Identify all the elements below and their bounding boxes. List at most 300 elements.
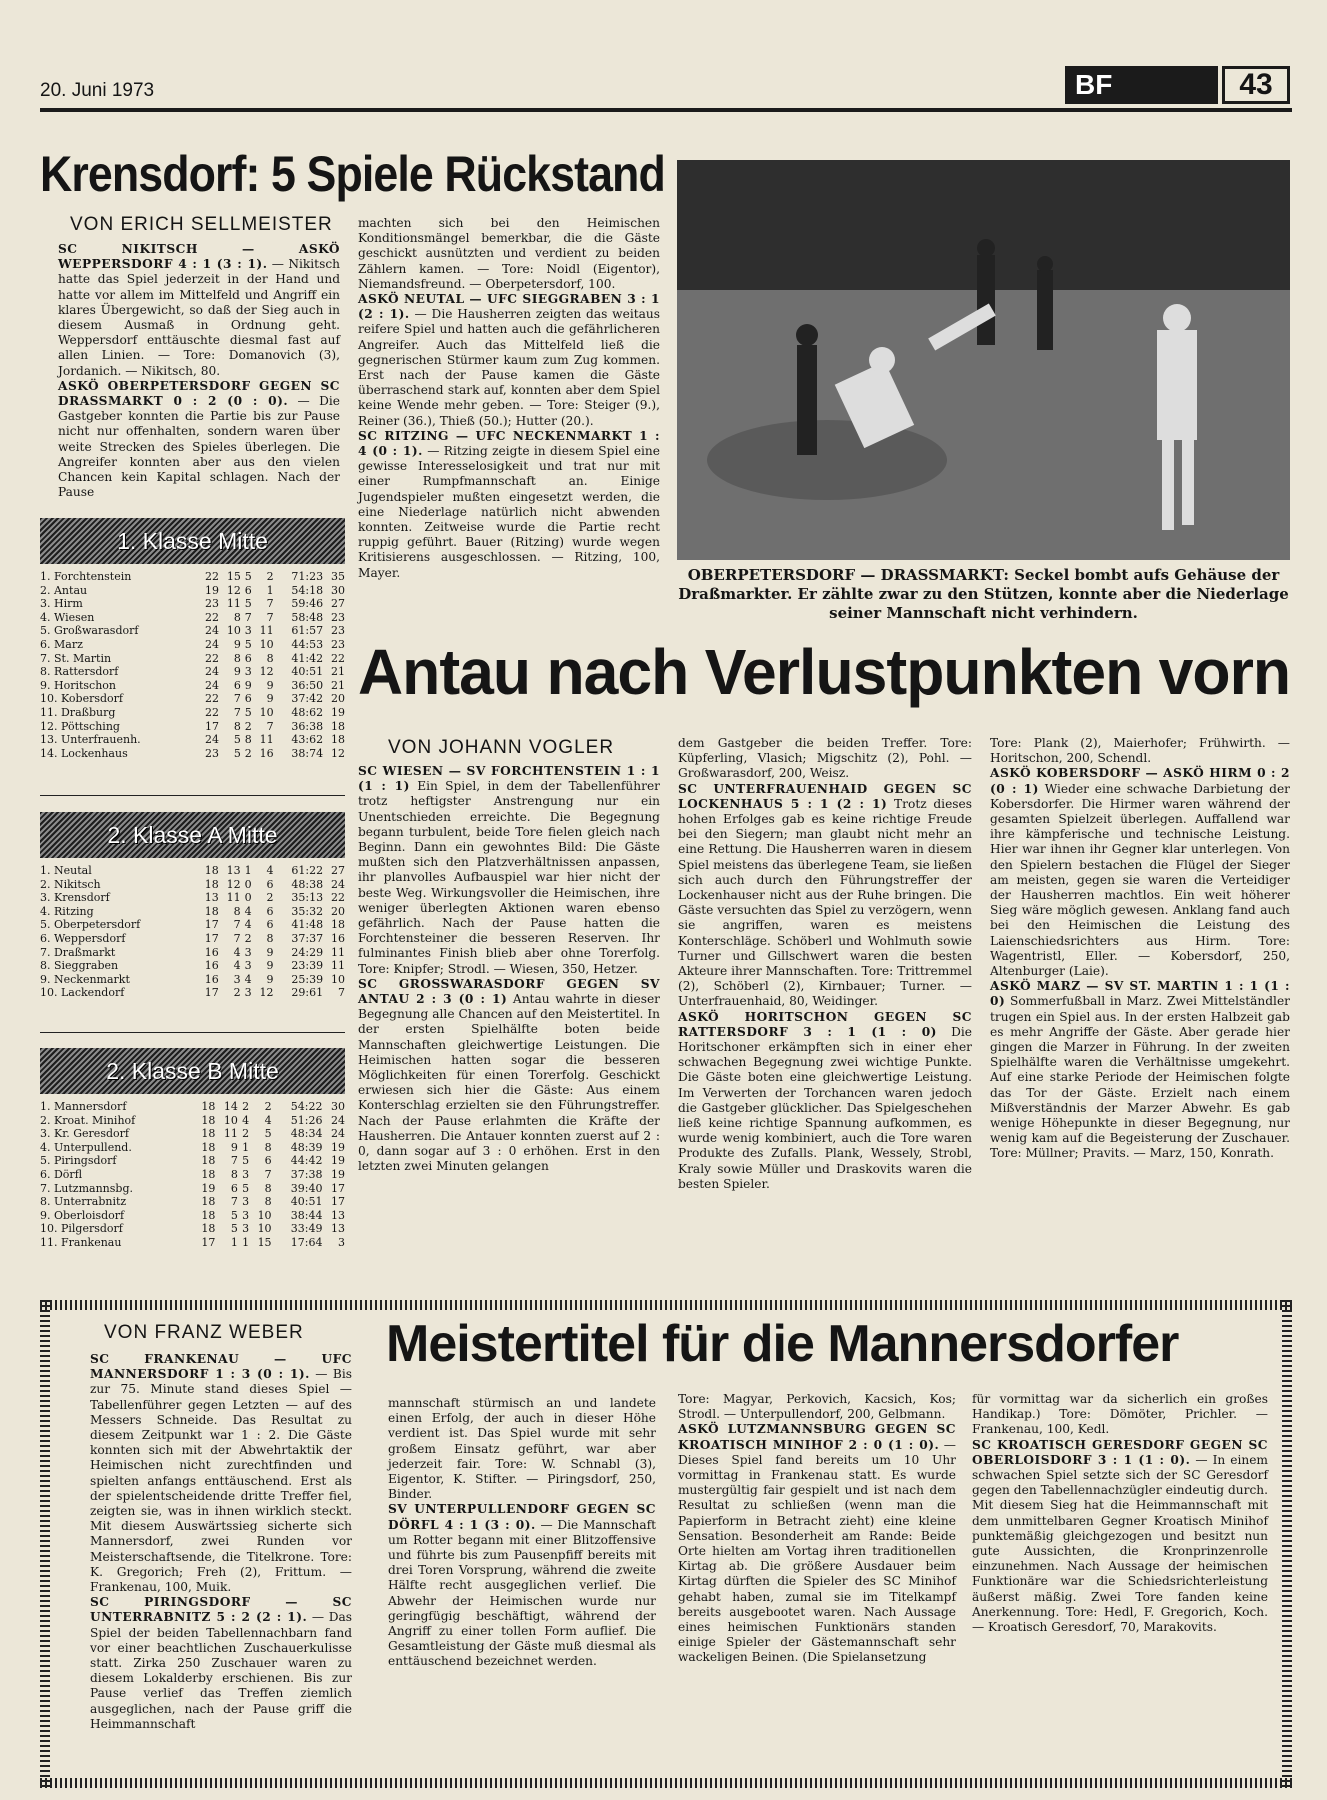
stat-cell: 9 bbox=[266, 972, 274, 986]
stat-cell: 3 bbox=[244, 959, 252, 973]
stat-cell: 3 bbox=[338, 1235, 345, 1249]
stat-cell: 7 bbox=[233, 918, 241, 932]
table-row bbox=[40, 1209, 345, 1223]
report-continuation: mannschaft stürmisch an und landete einen Erfolg, der auch in dieser Höhe verdient ist. Das Spiel wurde mit sehr großem Einsatz geführt, war aber jederzeit fair. Tore: W. Schnabl (3), Eigentor, K. Stifter. — Piringsdorf, 250, Binder. bbox=[388, 1396, 656, 1502]
stat-cell: 1 bbox=[242, 1140, 250, 1154]
box-border-top bbox=[40, 1300, 1292, 1310]
stat-cell: 2 bbox=[244, 931, 252, 945]
stat-cell: 7 bbox=[233, 692, 241, 706]
stat-cell: 8 bbox=[233, 904, 241, 918]
table-row bbox=[40, 706, 345, 720]
team-name: 2. Antau bbox=[40, 583, 88, 597]
stat-cell: 38:44 bbox=[290, 1208, 323, 1222]
report-continuation: Tore: Plank (2), Maierhofer; Frühwirth. — Horitschon, 200, Schendl. bbox=[990, 736, 1290, 766]
stat-cell: 7 bbox=[230, 1154, 238, 1168]
stat-cell: 2 bbox=[266, 891, 274, 905]
team-name: 8. Unterrabnitz bbox=[40, 1195, 127, 1209]
table-row bbox=[40, 905, 345, 919]
stat-cell: 18 bbox=[201, 1195, 216, 1209]
stat-cell: 17 bbox=[331, 1195, 345, 1209]
stat-cell: 8 bbox=[266, 651, 274, 665]
stat-cell: 9 bbox=[230, 1140, 238, 1154]
team-name: 3. Hirm bbox=[40, 597, 83, 611]
stat-cell: 39:40 bbox=[290, 1181, 323, 1195]
stat-cell: 2 bbox=[244, 746, 252, 760]
stat-cell: 7 bbox=[233, 705, 241, 719]
stat-cell: 6 bbox=[244, 583, 252, 597]
table-row bbox=[40, 973, 345, 987]
stat-cell: 9 bbox=[266, 692, 274, 706]
stat-cell: 6 bbox=[244, 651, 252, 665]
box-border-bottom bbox=[40, 1778, 1292, 1788]
stat-cell: 5 bbox=[242, 1181, 250, 1195]
stat-cell: 18 bbox=[201, 1208, 216, 1222]
stat-cell: 1 bbox=[242, 1235, 250, 1249]
report-piringsdorf: SC PIRINGSDORF — SC UNTERRABNITZ 5 : 2 (2 : 1). — Das Spiel der beiden Tabellennachbarn fand vor einer beachtlichen Zuschauerkulisse statt. Zirka 250 Zuschauer waren zu diesem Lokalderby erschienen. Bis zur Pause verlief das Treffen ziemlich ausgeglichen, nach der Pause griff die Heimmannschaft bbox=[90, 1595, 352, 1731]
article3-col4 bbox=[972, 1392, 1268, 1635]
article1-col2 bbox=[358, 216, 660, 581]
stat-cell: 40:51 bbox=[290, 1195, 323, 1209]
team-name: 1. Mannersdorf bbox=[40, 1100, 127, 1113]
team-name: 8. Sieggraben bbox=[40, 959, 119, 973]
stat-cell: 7 bbox=[266, 610, 274, 624]
stat-cell: 17 bbox=[204, 931, 219, 945]
stat-cell: 23 bbox=[331, 637, 345, 651]
stat-cell: 0 bbox=[244, 877, 252, 891]
table-title: 1. Klasse Mitte bbox=[40, 518, 345, 564]
team-name: 14. Lockenhaus bbox=[40, 746, 128, 760]
byline-sellmeister: VON ERICH SELLMEISTER bbox=[70, 214, 333, 235]
stat-cell: 5 bbox=[233, 733, 241, 747]
stat-cell: 10 bbox=[226, 624, 241, 638]
stat-cell: 24 bbox=[331, 1127, 345, 1141]
stat-cell: 6 bbox=[266, 877, 274, 891]
stat-cell: 8 bbox=[233, 651, 241, 665]
table-row bbox=[40, 1154, 345, 1168]
team-name: 9. Horitschon bbox=[40, 678, 117, 692]
report-ritzing: SC RITZING — UFC NECKENMARKT 1 : 4 (0 : 1). — Ritzing zeigte in diesem Spiel eine gewisse Interesselosigkeit und trat nur mit einer Rumpfmannschaft an. Einige Jugendspieler mußten eingesetzt werden, die eine Niederlage natürlich nicht abwenden konnten. Zeitweise wurde die Partie recht ruppig geführt. Bauer (Ritzing) wurde wegen Kritisierens ausgeschlossen. — Ritzing, 100, Mayer. bbox=[358, 428, 660, 580]
stat-cell: 18 bbox=[201, 1127, 216, 1141]
headline-krensdorf: Krensdorf: 5 Spiele Rückstand bbox=[40, 146, 665, 202]
stat-cell: 3 bbox=[242, 1167, 250, 1181]
team-name: 5. Großwarasdorf bbox=[40, 624, 139, 638]
stat-cell: 7 bbox=[266, 719, 274, 733]
stat-cell: 23 bbox=[205, 597, 219, 611]
table-row bbox=[40, 1236, 345, 1250]
stat-cell: 4 bbox=[242, 1113, 250, 1127]
stat-cell: 35:13 bbox=[291, 891, 324, 905]
team-name: 4. Wiesen bbox=[40, 610, 95, 624]
stat-cell: 6 bbox=[230, 1181, 238, 1195]
stat-cell: 38:74 bbox=[291, 746, 324, 760]
stat-cell: 5 bbox=[242, 1154, 250, 1168]
team-name: 6. Weppersdorf bbox=[40, 931, 126, 945]
byline-weber: VON FRANZ WEBER bbox=[104, 1322, 304, 1343]
report-horitschon: ASKÖ HORITSCHON GEGEN SC RATTERSDORF 3 : 1 (1 : 0) Die Horitschoner erkämpften sich in einer eher schwachen Begegnung zwei wichtige Punkte. Die Gäste boten eine gleichwertige Leistung. Im Verwerten der Torchancen waren jedoch die Gastgeber glücklicher. Das Spielgeschehen ließ keine richtige Spannung aufkommen, es wurde wenig kombiniert, auch die Tore waren Produkte des Zufalls. Plank, Wessely, Strobl, Kraly sowie Müller und Draskovits waren die besten Spieler. bbox=[678, 1009, 972, 1191]
stat-cell: 40:51 bbox=[291, 665, 324, 679]
team-name: 11. Draßburg bbox=[40, 705, 116, 719]
stat-cell: 30 bbox=[331, 583, 345, 597]
stat-cell: 4 bbox=[244, 918, 252, 932]
stat-cell: 23 bbox=[205, 746, 219, 760]
team-name: 12. Pöttsching bbox=[40, 719, 120, 733]
stat-cell: 2 bbox=[233, 986, 241, 1000]
stat-cell: 35:32 bbox=[291, 904, 324, 918]
stat-cell: 22 bbox=[205, 570, 219, 583]
stat-cell: 8 bbox=[233, 719, 241, 733]
stat-cell: 18 bbox=[201, 1113, 216, 1127]
report-oberpetersdorf: ASKÖ OBERPETERSDORF GEGEN SC DRASSMARKT 0 : 2 (0 : 0). — Die Gastgeber konnten die Partie bis zur Pause nicht nur offenhalten, sondern waren über weite Strecken des Spieles überlegen. Die Angreifer konnten aber aus den vielen Chancen kein Kapital schlagen. Nach der Pause bbox=[58, 378, 340, 500]
stat-cell: 10 bbox=[223, 1113, 238, 1127]
stat-cell: 6 bbox=[233, 678, 241, 692]
team-name: 13. Unterfrauenh. bbox=[40, 733, 141, 747]
stat-cell: 24 bbox=[205, 624, 219, 638]
stat-cell: 11 bbox=[259, 733, 274, 747]
stat-cell: 18 bbox=[201, 1100, 216, 1113]
table-row bbox=[40, 986, 345, 1000]
stat-cell: 7 bbox=[233, 931, 241, 945]
stat-cell: 14 bbox=[223, 1100, 238, 1113]
standings-table bbox=[40, 1100, 345, 1250]
team-name: 5. Piringsdorf bbox=[40, 1154, 117, 1168]
table-row bbox=[40, 611, 345, 625]
box-border-right bbox=[1282, 1300, 1292, 1788]
stat-cell: 5 bbox=[244, 570, 252, 583]
standings-1-klasse-mitte bbox=[40, 518, 345, 760]
stat-cell: 6 bbox=[266, 904, 274, 918]
report-marz: ASKÖ MARZ — SV ST. MARTIN 1 : 1 (1 : 0) Sommerfußball in Marz. Zwei Mittelständler trugen ein Spiel aus. In der ersten Halbzeit gab es mehr Angriffe der Gäste. Aber gerade hier gingen die Marzer in Führung. In der zweiten Spielhälfte waren die Verhältnisse umgekehrt. Auf eine starke Periode der Heimischen folgte das Tor der Gäste. Erzielt nach einem Mißverständnis der Marzer Abwehr. Es gab wenige Höhepunkte in dieser Begegnung, nur wenig kam auf die Begeisterung der Zuschauer. Tore: Müllner; Pravits. — Marz, 150, Konrath. bbox=[990, 979, 1290, 1161]
stat-cell: 18 bbox=[201, 1154, 216, 1168]
table-row bbox=[40, 733, 345, 747]
stat-cell: 3 bbox=[233, 972, 241, 986]
stat-cell: 10 bbox=[257, 1208, 272, 1222]
table-row bbox=[40, 624, 345, 638]
stat-cell: 2 bbox=[242, 1100, 250, 1113]
stat-cell: 44:42 bbox=[290, 1154, 323, 1168]
stat-cell: 3 bbox=[244, 945, 252, 959]
stat-cell: 12 bbox=[259, 665, 274, 679]
article3-col3 bbox=[678, 1392, 956, 1666]
team-name: 9. Neckenmarkt bbox=[40, 972, 130, 986]
stat-cell: 24:29 bbox=[291, 945, 324, 959]
stat-cell: 16 bbox=[331, 931, 345, 945]
stat-cell: 18 bbox=[201, 1140, 216, 1154]
stat-cell: 1 bbox=[230, 1235, 238, 1249]
football-scene-image bbox=[677, 160, 1290, 560]
stat-cell: 22 bbox=[205, 705, 219, 719]
stat-cell: 2 bbox=[244, 719, 252, 733]
issue-date: 20. Juni 1973 bbox=[40, 80, 155, 101]
stat-cell: 6 bbox=[244, 692, 252, 706]
table-row bbox=[40, 1168, 345, 1182]
stat-cell: 16 bbox=[204, 959, 219, 973]
stat-cell: 54:18 bbox=[291, 583, 324, 597]
stat-cell: 15 bbox=[226, 570, 241, 583]
photo-caption: OBERPETERSDORF — DRASSMARKT: Seckel bombt aufs Gehäuse der Draßmarkter. Er zählte zwar zu den Stützen, konnte aber die Niederlage seiner Mannschaft nicht verhindern. bbox=[678, 566, 1289, 622]
stat-cell: 13 bbox=[331, 1208, 345, 1222]
stat-cell: 11 bbox=[331, 945, 345, 959]
stat-cell: 12 bbox=[331, 746, 345, 760]
team-name: 6. Marz bbox=[40, 637, 83, 651]
table-row bbox=[40, 720, 345, 734]
stat-cell: 22 bbox=[205, 651, 219, 665]
stat-cell: 19 bbox=[331, 1167, 345, 1181]
stat-cell: 17 bbox=[204, 986, 219, 1000]
stat-cell: 51:26 bbox=[290, 1113, 323, 1127]
team-name: 4. Unterpullend. bbox=[40, 1140, 132, 1154]
stat-cell: 23 bbox=[331, 624, 345, 638]
stat-cell: 22 bbox=[331, 651, 345, 665]
stat-cell: 18 bbox=[204, 864, 219, 877]
stat-cell: 0 bbox=[244, 891, 252, 905]
table-row bbox=[40, 891, 345, 905]
standings-table bbox=[40, 570, 345, 760]
stat-cell: 22 bbox=[205, 610, 219, 624]
report-continuation: Tore: Magyar, Perkovich, Kacsich, Kos; Strodl. — Unterpullendorf, 200, Gelbmann. bbox=[678, 1392, 956, 1422]
stat-cell: 48:38 bbox=[291, 877, 324, 891]
team-name: 5. Oberpetersdorf bbox=[40, 918, 141, 932]
stat-cell: 17 bbox=[204, 918, 219, 932]
stat-cell: 19 bbox=[331, 1140, 345, 1154]
headline-mannersdorf: Meistertitel für die Mannersdorfer bbox=[386, 1315, 1179, 1373]
team-name: 9. Oberloisdorf bbox=[40, 1208, 125, 1222]
team-name: 8. Rattersdorf bbox=[40, 665, 119, 679]
stat-cell: 8 bbox=[233, 610, 241, 624]
team-name: 10. Lackendorf bbox=[40, 986, 125, 1000]
byline-vogler: VON JOHANN VOGLER bbox=[388, 737, 615, 758]
stat-cell: 7 bbox=[264, 1167, 272, 1181]
report-continuation: dem Gastgeber die beiden Treffer. Tore: Küpferling, Vlasich; Migschitz (2), Pohl. — Großwarasdorf, 200, Weisz. bbox=[678, 736, 972, 781]
article3-col1 bbox=[90, 1352, 352, 1732]
table-row bbox=[40, 679, 345, 693]
stat-cell: 58:48 bbox=[291, 610, 324, 624]
stat-cell: 8 bbox=[264, 1195, 272, 1209]
stat-cell: 5 bbox=[264, 1127, 272, 1141]
stat-cell: 54:22 bbox=[290, 1100, 323, 1113]
stat-cell: 4 bbox=[266, 864, 274, 877]
stat-cell: 71:23 bbox=[291, 570, 324, 583]
stat-cell: 9 bbox=[266, 959, 274, 973]
report-lutzmannsburg: ASKÖ LUTZMANNSBURG GEGEN SC KROATISCH MINIHOF 2 : 0 (1 : 0). — Dieses Spiel fand bereits um 10 Uhr vormittag in Frankenau statt. Es wurde mustergültig fair gespielt und ist nach dem Resultat zu schließen (wenn man die Papierform in Betracht zieht) eine kleine Sensation. Besonderheit am Rande: Beide Orte hielten am Vortag ihren traditionellen Kirtag ab. Die größere Ausdauer beim Kirtag dürften die Spieler des SC Minihof gehabt haben, zumal sie im Titelkampf bereits ausgebootet waren. Nach Aussage eines heimischen Funktionärs standen einige Spieler der Gästemannschaft sehr wackeligen Beinen. (Die Spielansetzung bbox=[678, 1422, 956, 1665]
stat-cell: 7 bbox=[244, 610, 252, 624]
stat-cell: 5 bbox=[244, 597, 252, 611]
stat-cell: 23 bbox=[331, 610, 345, 624]
stat-cell: 4 bbox=[233, 945, 241, 959]
header-rule bbox=[40, 108, 1292, 112]
stat-cell: 11 bbox=[259, 624, 274, 638]
stat-cell: 5 bbox=[244, 637, 252, 651]
stat-cell: 11 bbox=[226, 891, 241, 905]
standings-table bbox=[40, 864, 345, 1000]
stat-cell: 5 bbox=[233, 746, 241, 760]
report-frankenau: SC FRANKENAU — UFC MANNERSDORF 1 : 3 (0 : 1). — Bis zur 75. Minute stand dieses Spiel — Tabellenführer gegen Letzten — auf des Messers Schneide. Das Resultat zu diesem Zeitpunkt war 1 : 2. Die Gäste konnten sich mit der Abwehrtaktik der Heimischen nicht zurechtfinden und spielten anfangs enttäuschend. Erst als der spielentscheidende dritte Treffer fiel, zeigten sie, was in ihnen wirklich steckt. Mit diesem Auswärtssieg sicherte sich Mannersdorf, zwei Runden vor Meisterschaftsende, die Titelkrone. Tore: K. Gregorich; Freh (2), Frittum. — Frankenau, 100, Muik. bbox=[90, 1352, 352, 1595]
stat-cell: 7 bbox=[338, 986, 345, 1000]
standings-2-klasse-b-mitte bbox=[40, 1048, 345, 1250]
table-row bbox=[40, 1114, 345, 1128]
stat-cell: 24 bbox=[331, 1113, 345, 1127]
stat-cell: 8 bbox=[264, 1140, 272, 1154]
stat-cell: 10 bbox=[331, 972, 345, 986]
team-name: 3. Krensdorf bbox=[40, 891, 110, 905]
stat-cell: 27 bbox=[331, 864, 345, 877]
report-geresdorf: SC KROATISCH GERESDORF GEGEN SC OBERLOISDORF 3 : 1 (1 : 0). — In einem schwachen Spiel setzte sich der SC Geresdorf gegen den Tabellennachzügler eindeutig durch. Mit diesem Sieg hat die Heimmannschaft mit dem unmittelbaren Gegner Kroatisch Minihof punktemäßig gleichgezogen und besitzt nun gute Aussichten, die Kronprinzenrolle einzunehmen. Nach Aussage der heimischen Funktionäre war die Schiedsrichterleistung äußerst mäßig. Zwei Tore fanden keine Anerkennung. Tore: Hedl, F. Gregorich, Koch. — Kroatisch Geresdorf, 70, Marakovits. bbox=[972, 1437, 1268, 1635]
table-row bbox=[40, 1141, 345, 1155]
table-row bbox=[40, 692, 345, 706]
stat-cell: 6 bbox=[264, 1154, 272, 1168]
team-name: 7. Lutzmannsbg. bbox=[40, 1181, 133, 1195]
stat-cell: 27 bbox=[331, 597, 345, 611]
stat-cell: 17 bbox=[201, 1235, 216, 1249]
stat-cell: 11 bbox=[331, 959, 345, 973]
stat-cell: 18 bbox=[331, 733, 345, 747]
stat-cell: 12 bbox=[226, 877, 241, 891]
team-name: 1. Forchtenstein bbox=[40, 570, 132, 583]
stat-cell: 6 bbox=[266, 918, 274, 932]
stat-cell: 12 bbox=[259, 986, 274, 1000]
stat-cell: 24 bbox=[205, 678, 219, 692]
table-row bbox=[40, 747, 345, 761]
stat-cell: 3 bbox=[242, 1208, 250, 1222]
stat-cell: 29:61 bbox=[291, 986, 324, 1000]
stat-cell: 18 bbox=[331, 918, 345, 932]
stat-cell: 5 bbox=[230, 1208, 238, 1222]
stat-cell: 16 bbox=[259, 746, 274, 760]
stat-cell: 37:37 bbox=[291, 931, 324, 945]
team-name: 3. Kr. Geresdorf bbox=[40, 1127, 129, 1141]
table-row bbox=[40, 918, 345, 932]
stat-cell: 4 bbox=[233, 959, 241, 973]
report-unterpullendorf: SV UNTERPULLENDORF GEGEN SC DÖRFL 4 : 1 (3 : 0). — Die Mannschaft um Rotter begann mit einer Blitzoffensive und führte bis zum Pausenpfiff bereits mit drei Toren Vorsprung, während die zweite Hälfte recht ausgeglichen verlief. Die Abwehr der Heimischen wurde nur geringfügig beschäftigt, während der Angriff zu einer tollen Form auflief. Die Gesamtleistung der Gäste muß diesmal als enttäuschend bezeichnet werden. bbox=[388, 1502, 656, 1669]
stat-cell: 9 bbox=[266, 678, 274, 692]
table-row bbox=[40, 1222, 345, 1236]
stat-cell: 11 bbox=[226, 597, 241, 611]
stat-cell: 4 bbox=[244, 904, 252, 918]
match-photo bbox=[677, 160, 1290, 560]
article2-col2 bbox=[678, 736, 972, 1192]
stat-cell: 37:42 bbox=[291, 692, 324, 706]
stat-cell: 2 bbox=[242, 1127, 250, 1141]
stat-cell: 9 bbox=[244, 678, 252, 692]
table-row bbox=[40, 638, 345, 652]
report-grosswarasdorf: SC GROSSWARASDORF GEGEN SV ANTAU 2 : 3 (0 : 1) Antau wahrte in dieser Begegnung alle Chancen auf den Meistertitel. In der ersten Spielhälfte boten beide Mannschaften gleichwertige Leistungen. Die Heimischen hatten sogar die besseren Möglichkeiten für einen Torerfolg. Geschickt erwiesen sich hier die Gäste: Aus einem Konterschlag erzielten sie den Führungstreffer. Nach der Pause erlahmten die Kräfte der Hausherren. Die Antauer konnten zuerst auf 2 : 0, dann sogar auf 3 : 0 erhöhen. Erst in den letzten zwei Minuten gelangen bbox=[358, 976, 660, 1174]
stat-cell: 37:38 bbox=[290, 1167, 323, 1181]
stat-cell: 13 bbox=[331, 1222, 345, 1236]
stat-cell: 3 bbox=[244, 624, 252, 638]
stat-cell: 18 bbox=[204, 877, 219, 891]
stat-cell: 61:57 bbox=[291, 624, 324, 638]
report-wiesen: SC WIESEN — SV FORCHTENSTEIN 1 : 1 (1 : 1) Ein Spiel, in dem der Tabellenführer trotz heftigster Anstrengung nur ein Unentschieden erreichte. Die Begegnung begann turbulent, beide Tore fielen gleich nach Beginn. Dann ein gewohntes Bild: Die Gäste mußten sich den Platzverhältnissen anpassen, ihr planvolles Aufbauspiel war hier nicht der beste Weg. Wirkungsvoller die Heimischen, ihre weniger überlegten Aktionen waren ebenso gefährlich. Nach der Pause hatten die Forchtensteiner die besseren Reserven. Ihr fulminantes Finish blieb aber ohne Torerfolg. Tore: Knipfer; Strodl. — Wiesen, 350, Hetzer. bbox=[358, 764, 660, 976]
team-name: 10. Kobersdorf bbox=[40, 692, 123, 706]
stat-cell: 36:50 bbox=[291, 678, 324, 692]
article3-col2 bbox=[388, 1396, 656, 1670]
article2-col3 bbox=[990, 736, 1290, 1162]
team-name: 2. Kroat. Minihof bbox=[40, 1113, 136, 1127]
stat-cell: 22 bbox=[331, 891, 345, 905]
stat-cell: 16 bbox=[204, 972, 219, 986]
table-row bbox=[40, 1182, 345, 1196]
stat-cell: 48:62 bbox=[291, 705, 324, 719]
stat-cell: 9 bbox=[233, 637, 241, 651]
team-name: 11. Frankenau bbox=[40, 1235, 122, 1249]
table-row bbox=[40, 1127, 345, 1141]
stat-cell: 18 bbox=[204, 904, 219, 918]
stat-cell: 4 bbox=[264, 1113, 272, 1127]
table-row bbox=[40, 570, 345, 584]
stat-cell: 18 bbox=[331, 719, 345, 733]
stat-cell: 23:39 bbox=[291, 959, 324, 973]
team-name: 7. St. Martin bbox=[40, 651, 112, 665]
page-number: 43 bbox=[1222, 66, 1290, 104]
divider bbox=[40, 795, 345, 796]
stat-cell: 8 bbox=[266, 931, 274, 945]
stat-cell: 10 bbox=[259, 637, 274, 651]
stat-cell: 61:22 bbox=[291, 864, 324, 877]
report-nikitsch: SC NIKITSCH — ASKÖ WEPPERSDORF 4 : 1 (3 : 1). — Nikitsch hatte das Spiel jederzeit in der Hand und hatte vor allem im Mittelfeld und Angriff ein klares Übergewicht, so daß der Sieg auch in diesem Ausmaß in Ordnung geht. Weppersdorf enttäuschte diesmal fast auf allen Linien. — Tore: Domanovich (3), Jordanich. — Nikitsch, 80. bbox=[58, 242, 340, 378]
stat-cell: 5 bbox=[230, 1222, 238, 1236]
stat-cell: 12 bbox=[226, 583, 241, 597]
stat-cell: 24 bbox=[205, 733, 219, 747]
report-continuation: machten sich bei den Heimischen Konditionsmängel bemerkbar, die die Gäste geschickt ausnützten und verdient zu beiden Zählern kamen. — Tore: Noidl (Eigentor), Niemandsfreund. — Oberpetersdorf, 100. bbox=[358, 216, 660, 291]
stat-cell: 25:39 bbox=[291, 972, 324, 986]
headline-antau: Antau nach Verlustpunkten vorn bbox=[358, 636, 1291, 708]
table-row bbox=[40, 864, 345, 878]
stat-cell: 21 bbox=[331, 665, 345, 679]
report-kobersdorf: ASKÖ KOBERSDORF — ASKÖ HIRM 0 : 2 (0 : 1) Wieder eine schwache Darbietung der Kobersdorfer. Die Hirmer waren während der gesamten Spielzeit überlegen. Auffallend war ihre kämpferische und technische Leistung. Hier war ihnen ihr Gegner klar unterlegen. Von den Spielern bestachen die Flügel der Sieger am meisten, gegen sie waren die Verteidiger der Hausherren machtlos. Ein weit höherer Sieg wäre möglich gewesen. Anklang fand auch bei den Heimischen die Leistung des Laienschiedsrichters aus Hirm. Tore: Wagentristl, Eller. — Kobersdorf, 250, Altenburger (Laie). bbox=[990, 766, 1290, 979]
stat-cell: 41:42 bbox=[291, 651, 324, 665]
stat-cell: 17:64 bbox=[290, 1235, 323, 1249]
stat-cell: 19 bbox=[331, 705, 345, 719]
stat-cell: 3 bbox=[244, 986, 252, 1000]
team-name: 1. Neutal bbox=[40, 864, 92, 877]
stat-cell: 18 bbox=[201, 1222, 216, 1236]
section-label: BF bbox=[1065, 66, 1218, 104]
stat-cell: 7 bbox=[230, 1195, 238, 1209]
stat-cell: 9 bbox=[233, 665, 241, 679]
stat-cell: 13 bbox=[204, 891, 219, 905]
stat-cell: 4 bbox=[244, 972, 252, 986]
stat-cell: 2 bbox=[266, 570, 274, 583]
stat-cell: 24 bbox=[205, 637, 219, 651]
stat-cell: 8 bbox=[230, 1167, 238, 1181]
box-border-left bbox=[40, 1300, 50, 1788]
stat-cell: 13 bbox=[226, 864, 241, 877]
table-row bbox=[40, 1100, 345, 1114]
stat-cell: 20 bbox=[331, 904, 345, 918]
stat-cell: 41:48 bbox=[291, 918, 324, 932]
report-unterfrauenhaid: SC UNTERFRAUENHAID GEGEN SC LOCKENHAUS 5 : 1 (2 : 1) Trotz dieses hohen Erfolges gab es keine richtige Freude bei den Siegern; man glaubt nicht mehr an eine Rettung. Die Hausherren waren in diesem Spiel meistens das überlegene Team, sie ließen sich auch durch den Führungstreffer der Lockenhauser nicht aus der Ruhe bringen. Die Gäste versuchten das Spiel zu verzögern, wenn sie angriffen, waren es meistens Konterschläge. Schöberl und Wohlmuth sowie Turner und Gillschwert waren die besten Akteure ihrer Mannschaften. Tore: Trittremmel (2), Schöberl (2), Kirnbauer; Turner. — Unterfrauenhaid, 80, Weidinger. bbox=[678, 781, 973, 1009]
stat-cell: 20 bbox=[331, 692, 345, 706]
stat-cell: 15 bbox=[257, 1235, 272, 1249]
standings-2-klasse-a-mitte bbox=[40, 812, 345, 1000]
stat-cell: 36:38 bbox=[291, 719, 324, 733]
team-name: 2. Nikitsch bbox=[40, 877, 101, 891]
stat-cell: 5 bbox=[244, 705, 252, 719]
article1-col1 bbox=[58, 242, 340, 500]
stat-cell: 19 bbox=[205, 583, 219, 597]
stat-cell: 3 bbox=[242, 1195, 250, 1209]
team-name: 6. Dörfl bbox=[40, 1167, 83, 1181]
table-row bbox=[40, 652, 345, 666]
stat-cell: 35 bbox=[331, 570, 345, 583]
stat-cell: 7 bbox=[266, 597, 274, 611]
stat-cell: 3 bbox=[244, 665, 252, 679]
report-continuation: für vormittag war da sicherlich ein großes Handikap.) Tore: Dömöter, Prichler. — Frankenau, 100, Kedl. bbox=[972, 1392, 1268, 1437]
stat-cell: 19 bbox=[201, 1181, 216, 1195]
stat-cell: 2 bbox=[264, 1100, 272, 1113]
stat-cell: 22 bbox=[205, 692, 219, 706]
stat-cell: 44:53 bbox=[291, 637, 324, 651]
table-row bbox=[40, 597, 345, 611]
